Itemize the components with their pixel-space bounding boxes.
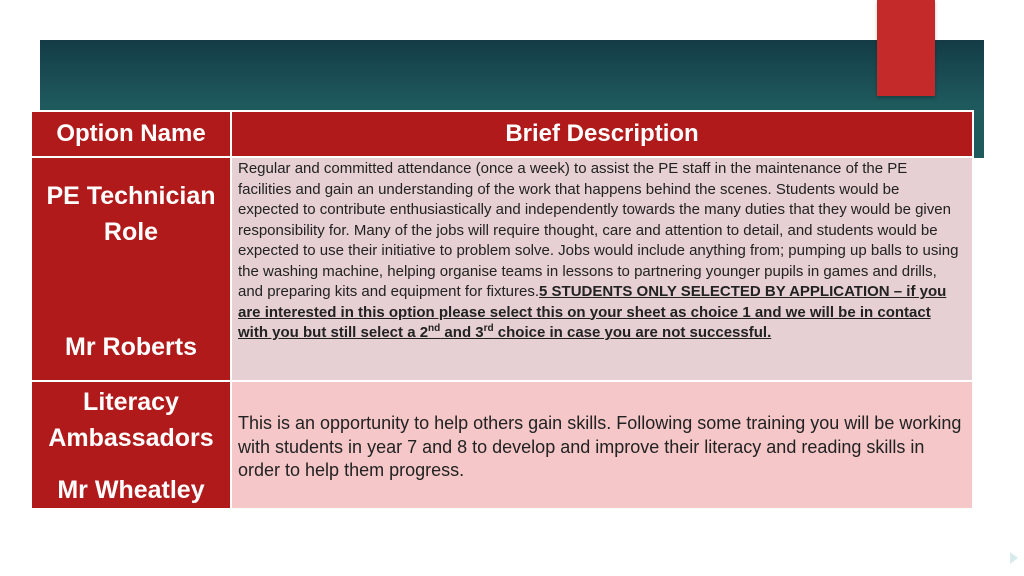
note-text: choice in case you are not successful. — [493, 324, 772, 341]
note-text: 5 STUDENTS ONLY SELECTED BY APPLICATION – if you are interested in this option please select this on your sheet as choice 1 and we will be in contact with you but still select a 2 — [238, 283, 947, 341]
options-table — [30, 110, 974, 510]
description-text: This is an opportunity to help others gain skills. Following some training you will be working with students in year 7 and 8 to develop and improve their literacy and reading skills in order to help them progress. — [238, 413, 962, 480]
accent-tab — [877, 0, 935, 96]
option-name-cell — [31, 157, 231, 381]
table-header-row — [31, 111, 973, 157]
teacher-name: Mr Roberts — [65, 333, 197, 361]
note-text: and 3 — [440, 324, 484, 341]
description-cell — [231, 381, 973, 509]
note-superscript: nd — [428, 323, 441, 334]
teacher-name: Mr Wheatley — [57, 476, 205, 504]
role-title: Literacy Ambassadors — [48, 388, 214, 452]
note-superscript: rd — [483, 323, 494, 334]
option-name-cell — [31, 381, 231, 509]
corner-arrow-icon — [1010, 552, 1018, 564]
table-row — [31, 381, 973, 509]
description-text — [238, 159, 964, 344]
table-row — [31, 157, 973, 381]
role-title: PE Technician Role — [46, 182, 216, 246]
description-cell — [231, 157, 973, 381]
header-option-name: Option Name — [31, 111, 231, 157]
description-body: Regular and committed attendance (once a week) to assist the PE staff in the maintenance of the PE facilities and gain an understanding of the work that happens behind the scenes. Students would be expected to contribute enthusiastically and independently towards the many duties that they would be given responsibility for. Many of the jobs will require thought, care and attention to detail, and students would be expected to use their initiative to problem solve. Jobs would include anything from; pumping up balls to using the washing machine, helping organise teams in lessons to partnering younger pupils in games and drills, and preparing kits and equipment for fixtures. — [238, 160, 959, 300]
header-brief-description: Brief Description — [231, 111, 973, 157]
